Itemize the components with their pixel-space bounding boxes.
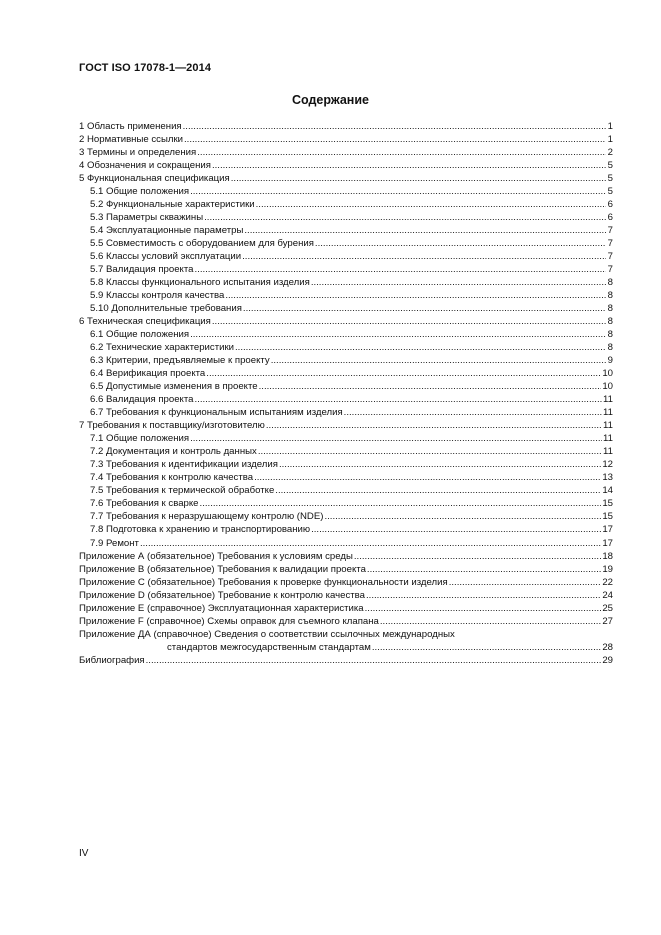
page-title: Содержание bbox=[291, 93, 369, 107]
toc-entry[interactable] bbox=[79, 602, 613, 615]
toc-entry-title: 5.7 Валидация проекта bbox=[90, 264, 194, 276]
toc-entry[interactable] bbox=[79, 419, 613, 432]
dot-leader bbox=[243, 302, 606, 315]
dot-leader bbox=[197, 146, 606, 159]
dot-leader bbox=[279, 458, 601, 471]
toc-entry-title: 7.2 Документация и контроль данных bbox=[90, 446, 257, 458]
dot-leader bbox=[254, 471, 601, 484]
toc-entry[interactable] bbox=[79, 211, 613, 224]
toc-entry-title: 7.7 Требования к неразрушающему контролю (NDE) bbox=[90, 511, 324, 523]
dot-leader bbox=[366, 589, 601, 602]
dot-leader bbox=[372, 641, 601, 654]
toc-entry[interactable] bbox=[79, 576, 613, 589]
toc-entry-title: Приложение D (обязательное) Требование к контролю качества bbox=[79, 589, 365, 601]
toc-entry[interactable] bbox=[79, 393, 613, 406]
toc-entry-page: 1 bbox=[607, 121, 613, 132]
toc-entry-page: 7 bbox=[607, 264, 613, 276]
dot-leader bbox=[235, 341, 606, 354]
toc-entry-page: 9 bbox=[607, 355, 613, 367]
dot-leader bbox=[256, 198, 606, 211]
toc-entry-page: 5 bbox=[607, 160, 613, 172]
toc-entry-title: 5.9 Классы контроля качества bbox=[90, 290, 225, 302]
toc-entry[interactable] bbox=[79, 589, 613, 602]
toc-entry-page: 11 bbox=[603, 407, 613, 419]
dot-leader bbox=[380, 615, 601, 628]
toc-entry-page: 12 bbox=[602, 459, 613, 471]
toc-entry[interactable] bbox=[79, 497, 613, 510]
table-of-contents bbox=[79, 120, 613, 667]
toc-entry[interactable] bbox=[79, 159, 613, 172]
toc-entry-title: 3 Термины и определения bbox=[79, 147, 197, 159]
dot-leader bbox=[367, 563, 601, 576]
toc-entry-title: стандартов межгосударственным стандартам bbox=[167, 641, 371, 653]
toc-entry-title: 7 Требования к поставщику/изготовителю bbox=[79, 420, 265, 432]
toc-entry-title: 5.4 Эксплуатационные параметры bbox=[90, 225, 244, 237]
toc-entry-title: Приложение А (обязательное) Требования к условиям среды bbox=[79, 550, 353, 562]
toc-entry-page: 29 bbox=[602, 654, 613, 666]
dot-leader bbox=[259, 380, 602, 393]
toc-entry[interactable] bbox=[79, 198, 613, 211]
toc-entry-page: 8 bbox=[607, 329, 613, 341]
toc-entry[interactable] bbox=[79, 445, 613, 458]
dot-leader bbox=[365, 602, 602, 615]
dot-leader bbox=[271, 354, 606, 367]
toc-entry[interactable] bbox=[79, 471, 613, 484]
dot-leader bbox=[242, 250, 606, 263]
toc-entry[interactable] bbox=[79, 523, 613, 536]
dot-leader bbox=[206, 367, 601, 380]
toc-entry-page: 22 bbox=[602, 576, 613, 588]
dot-leader bbox=[266, 419, 602, 432]
toc-entry[interactable] bbox=[79, 133, 613, 146]
toc-entry[interactable] bbox=[79, 224, 613, 237]
dot-leader bbox=[190, 432, 602, 445]
toc-entry-page: 5 bbox=[607, 173, 613, 185]
dot-leader bbox=[190, 185, 606, 198]
dot-leader bbox=[146, 654, 602, 667]
dot-leader bbox=[194, 393, 602, 406]
toc-entry-title: 6.5 Допустимые изменения в проекте bbox=[90, 381, 258, 393]
dot-leader bbox=[258, 445, 602, 458]
toc-entry[interactable] bbox=[79, 380, 613, 393]
toc-entry-page: 5 bbox=[607, 186, 613, 198]
toc-entry[interactable] bbox=[79, 354, 613, 367]
dot-leader bbox=[204, 211, 606, 224]
dot-leader bbox=[311, 523, 601, 536]
toc-entry-title: 6.1 Общие положения bbox=[90, 329, 190, 341]
dot-leader bbox=[184, 133, 606, 146]
toc-entry-page: 2 bbox=[607, 147, 613, 159]
toc-entry-title: 7.8 Подготовка к хранению и транспортированию bbox=[90, 524, 311, 536]
dot-leader bbox=[344, 406, 602, 419]
toc-entry-page: 17 bbox=[602, 524, 613, 536]
toc-entry-title: 7.4 Требования к контролю качества bbox=[90, 472, 254, 484]
toc-entry-title: 7.3 Требования к идентификации изделия bbox=[90, 459, 278, 471]
toc-entry[interactable] bbox=[79, 185, 613, 198]
toc-entry-title: 5.5 Совместимость с оборудованием для бурения bbox=[90, 238, 314, 250]
toc-entry-title: 5.1 Общие положения bbox=[90, 186, 190, 198]
toc-entry-page: 24 bbox=[602, 589, 613, 601]
toc-entry-title: 1 Область применения bbox=[79, 121, 182, 132]
toc-entry[interactable] bbox=[79, 406, 613, 419]
toc-entry-page: 11 bbox=[603, 394, 613, 406]
toc-entry-title: 5.10 Дополнительные требования bbox=[90, 303, 242, 315]
toc-entry[interactable] bbox=[79, 550, 613, 563]
toc-entry-page: 6 bbox=[607, 199, 613, 211]
toc-entry[interactable] bbox=[79, 484, 613, 497]
toc-entry-page: 6 bbox=[607, 212, 613, 224]
toc-entry-title: Приложение С (обязательное) Требования к проверке функциональности изделия bbox=[79, 576, 448, 588]
dot-leader bbox=[244, 224, 606, 237]
toc-entry-page: 15 bbox=[602, 498, 613, 510]
toc-entry-page: 7 bbox=[607, 238, 613, 250]
toc-entry-page: 10 bbox=[602, 381, 613, 393]
toc-entry-page: 11 bbox=[603, 433, 613, 445]
toc-entry-title: Приложение F (справочное) Схемы оправок для съемного клапана bbox=[79, 615, 379, 627]
toc-entry[interactable] bbox=[79, 641, 613, 654]
dot-leader bbox=[183, 120, 606, 133]
toc-entry[interactable] bbox=[79, 289, 613, 302]
toc-entry[interactable] bbox=[79, 628, 613, 641]
toc-entry-page: 1 bbox=[607, 134, 613, 146]
dot-leader bbox=[140, 537, 601, 550]
toc-entry-page: 7 bbox=[607, 251, 613, 263]
toc-entry-title: 7.6 Требования к сварке bbox=[90, 498, 199, 510]
toc-entry-page: 27 bbox=[602, 615, 613, 627]
toc-entry-title: 5.3 Параметры скважины bbox=[90, 212, 204, 224]
toc-entry-page: 14 bbox=[602, 485, 613, 497]
toc-entry[interactable] bbox=[79, 302, 613, 315]
toc-entry-title: 6.4 Верификация проекта bbox=[90, 368, 206, 380]
dot-leader bbox=[324, 510, 601, 523]
toc-entry-page: 13 bbox=[602, 472, 613, 484]
dot-leader bbox=[190, 328, 606, 341]
toc-entry-page: 28 bbox=[602, 641, 613, 653]
toc-entry-title: 5.2 Функциональные характеристики bbox=[90, 199, 255, 211]
document-code: ГОСТ ISO 17078-1—2014 bbox=[79, 62, 212, 74]
toc-entry[interactable] bbox=[79, 367, 613, 380]
toc-entry-page: 8 bbox=[607, 342, 613, 354]
toc-entry-page: 8 bbox=[607, 316, 613, 328]
toc-entry-page: 8 bbox=[607, 277, 613, 289]
toc-entry-title: 6.2 Технические характеристики bbox=[90, 342, 235, 354]
toc-entry-title: 5.8 Классы функционального испытания изделия bbox=[90, 277, 310, 289]
toc-entry[interactable] bbox=[79, 341, 613, 354]
toc-entry-title: 6 Техническая спецификация bbox=[79, 316, 211, 328]
dot-leader bbox=[315, 237, 606, 250]
toc-entry-page: 15 bbox=[602, 511, 613, 523]
toc-entry-title: Приложение ДА (справочное) Сведения о соответствии ссылочных международных bbox=[79, 628, 455, 640]
toc-entry[interactable] bbox=[79, 432, 613, 445]
toc-entry-title: 2 Нормативные ссылки bbox=[79, 134, 184, 146]
dot-leader bbox=[354, 550, 601, 563]
toc-entry-page: 19 bbox=[602, 563, 613, 575]
toc-entry-page: 7 bbox=[607, 225, 613, 237]
toc-entry[interactable] bbox=[79, 510, 613, 523]
page-number: IV bbox=[79, 848, 89, 859]
toc-entry[interactable] bbox=[79, 146, 613, 159]
toc-entry[interactable] bbox=[79, 237, 613, 250]
toc-entry-title: 5.6 Классы условий эксплуатации bbox=[90, 251, 242, 263]
toc-entry-page: 25 bbox=[602, 602, 613, 614]
toc-entry-title: 6.7 Требования к функциональным испытаниям изделия bbox=[90, 407, 343, 419]
toc-entry[interactable] bbox=[79, 172, 613, 185]
toc-entry[interactable] bbox=[79, 458, 613, 471]
toc-entry-title: 4 Обозначения и сокращения bbox=[79, 160, 211, 172]
toc-entry-title: 6.6 Валидация проекта bbox=[90, 394, 194, 406]
toc-entry[interactable] bbox=[79, 563, 613, 576]
toc-entry[interactable] bbox=[79, 615, 613, 628]
toc-entry-title: Библиография bbox=[79, 654, 145, 666]
dot-leader bbox=[275, 484, 601, 497]
dot-leader bbox=[200, 497, 602, 510]
toc-entry-page: 10 bbox=[602, 368, 613, 380]
toc-entry[interactable] bbox=[79, 263, 613, 276]
toc-entry-page: 18 bbox=[602, 550, 613, 562]
dot-leader bbox=[194, 263, 606, 276]
toc-entry[interactable] bbox=[79, 276, 613, 289]
toc-entry-page: 8 bbox=[607, 290, 613, 302]
dot-leader bbox=[225, 289, 606, 302]
toc-entry-title: 5 Функциональная спецификация bbox=[79, 173, 230, 185]
dot-leader bbox=[231, 172, 606, 185]
toc-entry-title: Приложение В (обязательное) Требования к валидации проекта bbox=[79, 563, 366, 575]
toc-entry[interactable] bbox=[79, 537, 613, 550]
toc-entry[interactable] bbox=[79, 120, 613, 133]
toc-entry[interactable] bbox=[79, 654, 613, 667]
toc-entry[interactable] bbox=[79, 250, 613, 263]
dot-leader bbox=[212, 159, 606, 172]
toc-entry-page: 11 bbox=[603, 446, 613, 458]
toc-entry-title: 7.5 Требования к термической обработке bbox=[90, 485, 275, 497]
toc-entry-title: 7.9 Ремонт bbox=[90, 537, 139, 549]
toc-entry-title: Приложение Е (справочное) Эксплуатационная характеристика bbox=[79, 602, 364, 614]
toc-entry-title: 7.1 Общие положения bbox=[90, 433, 190, 445]
toc-entry[interactable] bbox=[79, 328, 613, 341]
toc-entry-page: 8 bbox=[607, 303, 613, 315]
dot-leader bbox=[212, 315, 606, 328]
toc-entry-page: 11 bbox=[603, 420, 613, 432]
toc-entry-page: 17 bbox=[602, 537, 613, 549]
dot-leader bbox=[311, 276, 606, 289]
toc-entry[interactable] bbox=[79, 315, 613, 328]
toc-entry-title: 6.3 Критерии, предъявляемые к проекту bbox=[90, 355, 270, 367]
dot-leader bbox=[449, 576, 602, 589]
